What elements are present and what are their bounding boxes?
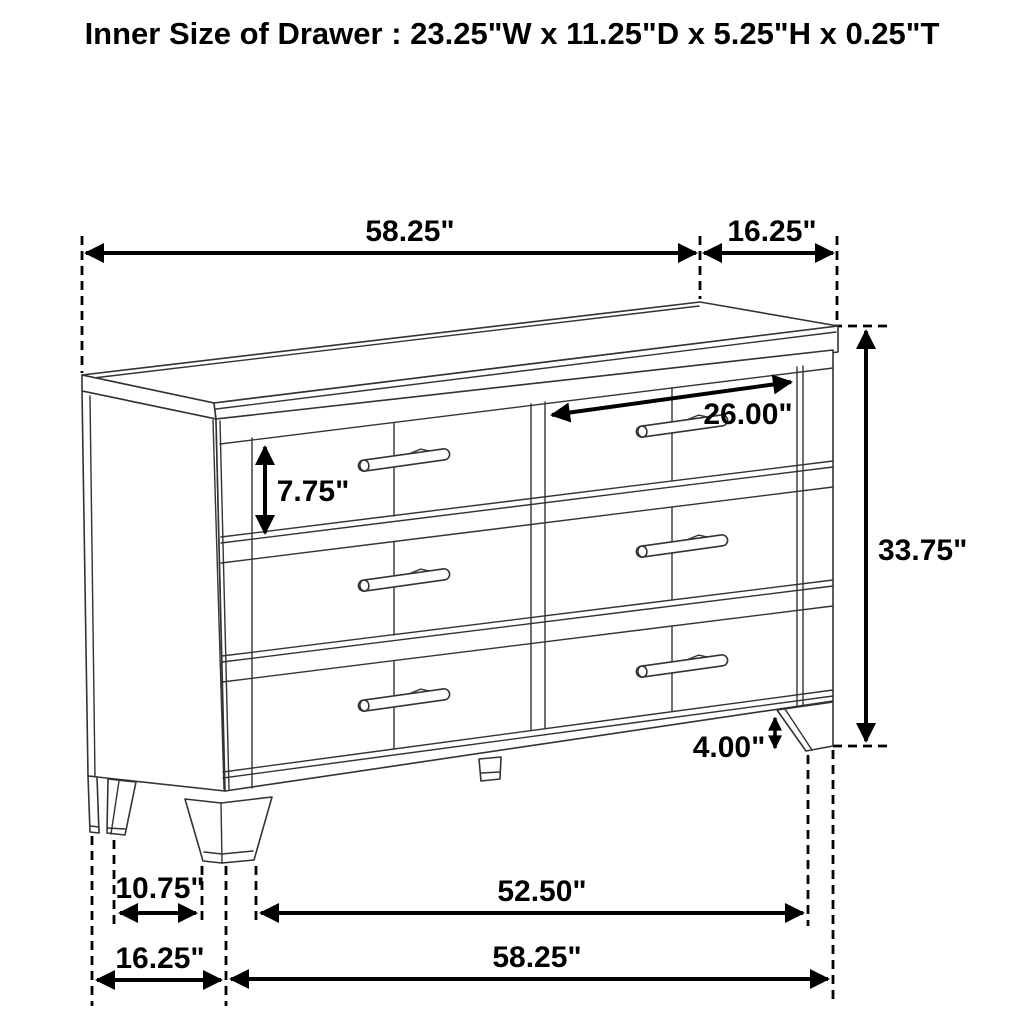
leg-back-left-foot bbox=[90, 826, 99, 827]
dim-label-total-height: 33.75" bbox=[878, 534, 968, 567]
dim-label-top-depth: 16.25" bbox=[727, 215, 817, 248]
leg-back-left bbox=[88, 776, 99, 833]
side-panel-face bbox=[82, 391, 225, 791]
leg-side-left-foot bbox=[107, 828, 125, 829]
dim-label-top-width: 58.25" bbox=[365, 215, 455, 248]
leg-side-left bbox=[107, 779, 136, 835]
side-panel bbox=[82, 391, 225, 791]
dim-label-drawer-height: 7.75" bbox=[276, 475, 350, 508]
dim-label-leg-height: 4.00" bbox=[692, 731, 766, 764]
dim-label-base-depth: 16.25" bbox=[115, 942, 205, 975]
dim-label-base-width: 58.25" bbox=[492, 941, 582, 974]
dresser-drawing bbox=[82, 302, 838, 863]
leg-center-back-foot bbox=[481, 772, 500, 773]
leg-center-back bbox=[479, 757, 501, 781]
dim-label-inner-width: 52.50" bbox=[497, 875, 587, 908]
page-title: Inner Size of Drawer : 23.25"W x 11.25"D x 5.25"H x 0.25"T bbox=[84, 16, 940, 51]
dim-label-drawer-width: 26.00" bbox=[703, 398, 793, 431]
dim-label-leg-spacing: 10.75" bbox=[115, 872, 205, 905]
